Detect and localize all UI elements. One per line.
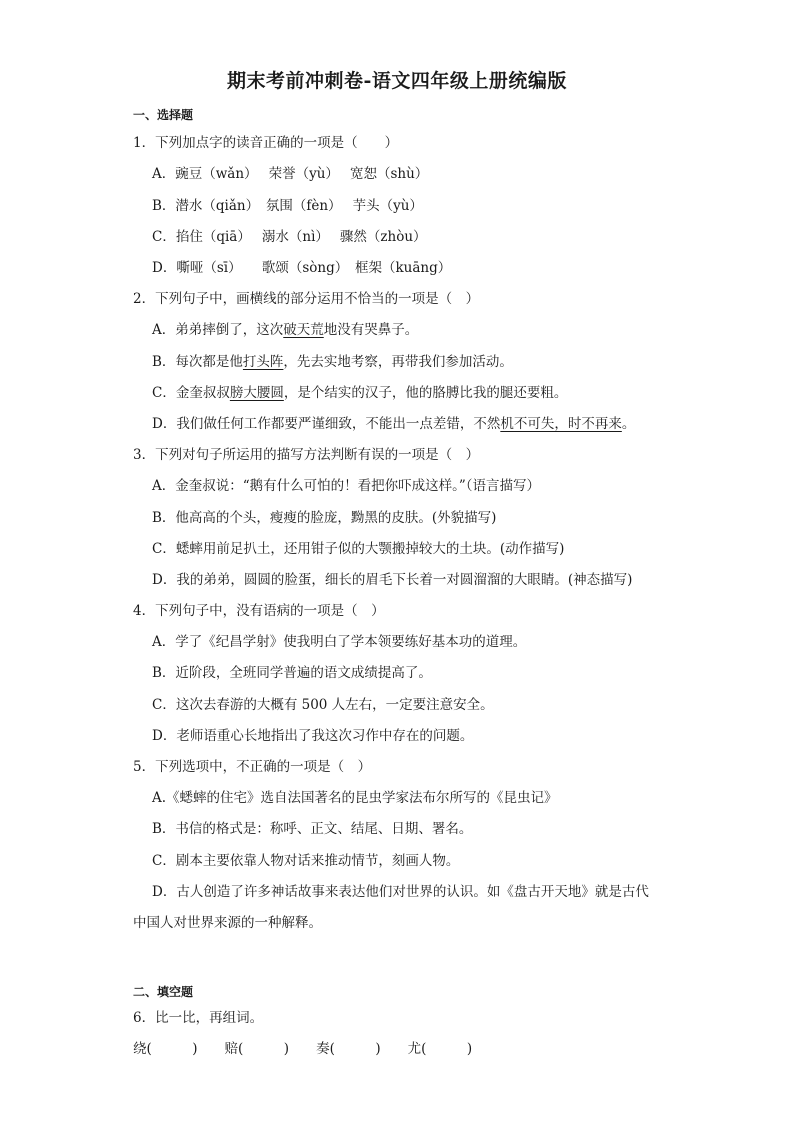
underlined-phrase: 破天荒 (283, 322, 324, 338)
underlined-phrase: 机不可失，时不再来 (500, 416, 622, 432)
question-5-option-c: C．剧本主要依靠人物对话来推动情节，刻画人物。 (152, 853, 460, 869)
question-3-option-c: C．蟋蟀用前足扒土，还用钳子似的大颚搬掉较大的土块。(动作描写) (152, 541, 565, 557)
question-2-option-c: C．金奎叔叔膀大腰圆，是个结实的汉子，他的胳膊比我的腿还要粗。 (152, 385, 568, 401)
question-1-option-a: A．豌豆（wǎn） 荣誉（yù） 宽恕（shù） (152, 166, 429, 182)
question-3-stem: 3．下列对句子所运用的描写方法判断有误的一项是（ ） (133, 447, 480, 463)
underlined-phrase: 膀大腰圆 (229, 385, 284, 401)
underlined-phrase: 打头阵 (242, 354, 284, 370)
question-1-option-c: C．掐住（qiā） 溺水（nì） 骤然（zhòu） (152, 229, 427, 245)
question-3-option-d: D．我的弟弟，圆圆的脸蛋，细长的眉毛下长着一对圆溜溜的大眼睛。(神态描写) (152, 572, 633, 588)
question-2-option-d: D．我们做任何工作都要严谨细致，不能出一点差错，不然机不可失，时不再来。 (152, 416, 636, 432)
question-2-stem: 2．下列句子中，画横线的部分运用不恰当的一项是（ ） (133, 291, 480, 307)
question-3-option-b: B．他高高的个头，瘦瘦的脸庞，黝黑的皮肤。(外貌描写) (152, 510, 497, 526)
question-3-option-a: A．金奎叔说：“鹅有什么可怕的！看把你吓成这样。”（语言描写） (152, 478, 541, 494)
page-title: 期末考前冲刺卷-语文四年级上册统编版 (227, 70, 567, 92)
question-6-items: 绕( ) 赔( ) 奏( ) 尤( ) (133, 1041, 473, 1057)
question-1-option-d: D．嘶哑（sī） 歌颂（sòng） 框架（kuāng） (152, 260, 452, 276)
section-heading-choice: 一、选择题 (133, 108, 194, 122)
question-1-option-b: B．潜水（qiǎn） 氛围（fèn） 芋头（yù） (152, 198, 423, 214)
section-heading-fill: 二、填空题 (133, 985, 194, 999)
question-5-option-d-continued: 中国人对世界来源的一种解释。 (133, 915, 322, 931)
question-1-stem: 1．下列加点字的读音正确的一项是（ ） (133, 135, 399, 151)
question-5-option-b: B．书信的格式是：称呼、正文、结尾、日期、署名。 (152, 821, 473, 837)
question-5-option-d: D．古人创造了许多神话故事来表达他们对世界的认识。如《盘古开天地》就是古代 (152, 884, 649, 900)
question-2-option-a: A．弟弟摔倒了，这次破天荒地没有哭鼻子。 (152, 322, 419, 338)
question-4-option-a: A．学了《纪昌学射》使我明白了学本领要练好基本功的道理。 (152, 634, 527, 650)
question-4-option-d: D．老师语重心长地指出了我这次习作中存在的问题。 (152, 728, 474, 744)
question-2-option-b: B．每次都是他打头阵，先去实地考察，再带我们参加活动。 (152, 354, 513, 370)
question-4-stem: 4．下列句子中，没有语病的一项是（ ） (133, 603, 385, 619)
question-4-option-b: B．近阶段，全班同学普遍的语文成绩提高了。 (152, 665, 432, 681)
question-4-option-c: C．这次去春游的大概有 500 人左右，一定要注意安全。 (152, 697, 494, 713)
question-6-stem: 6．比一比，再组词。 (133, 1010, 264, 1026)
question-5-stem: 5．下列选项中，不正确的一项是（ ） (133, 759, 372, 775)
question-5-option-a: A.《蟋蟀的住宅》选自法国著名的昆虫学家法布尔所写的《昆虫记》 (152, 790, 558, 806)
